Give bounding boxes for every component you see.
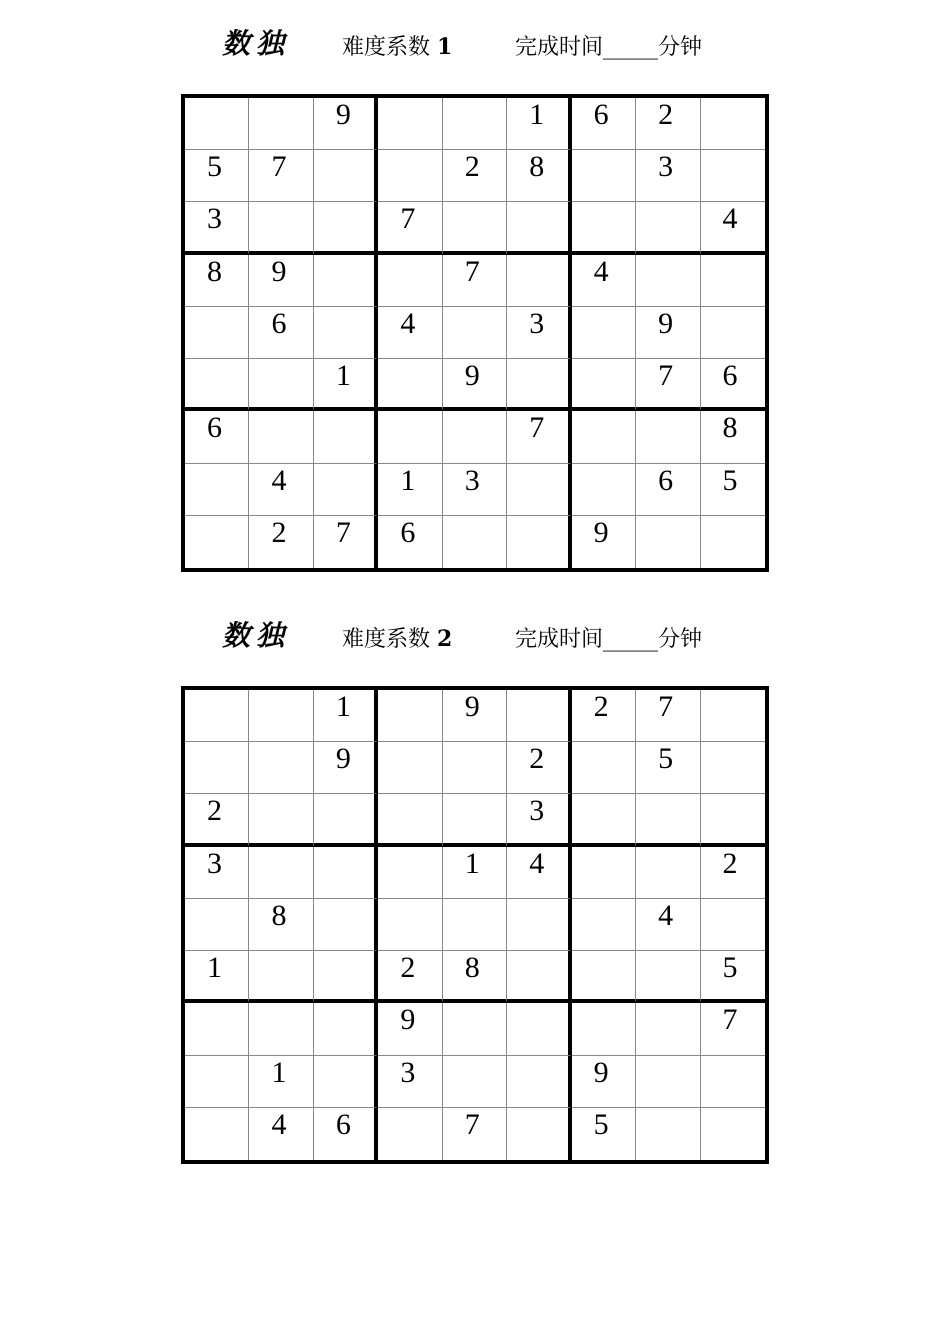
- sudoku-cell[interactable]: 1: [314, 690, 378, 742]
- sudoku-cell[interactable]: [572, 847, 636, 899]
- sudoku-cell[interactable]: [572, 794, 636, 846]
- sudoku-cell[interactable]: [636, 202, 700, 254]
- sudoku-cell[interactable]: 8: [443, 951, 507, 1003]
- sudoku-cell[interactable]: [507, 464, 571, 516]
- sudoku-cell[interactable]: 3: [185, 847, 249, 899]
- sudoku-cell[interactable]: 8: [249, 899, 313, 951]
- sudoku-cell[interactable]: [314, 202, 378, 254]
- sudoku-cell[interactable]: [443, 307, 507, 359]
- sudoku-cell[interactable]: 6: [636, 464, 700, 516]
- sudoku-cell[interactable]: 4: [249, 464, 313, 516]
- sudoku-cell[interactable]: 7: [443, 255, 507, 307]
- sudoku-cell[interactable]: [185, 359, 249, 411]
- sudoku-cell[interactable]: 8: [507, 150, 571, 202]
- sudoku-cell[interactable]: [701, 150, 765, 202]
- sudoku-cell[interactable]: 6: [572, 98, 636, 150]
- sudoku-cell[interactable]: [378, 742, 442, 794]
- sudoku-cell[interactable]: 9: [249, 255, 313, 307]
- sudoku-cell[interactable]: [378, 98, 442, 150]
- sudoku-cell[interactable]: [701, 794, 765, 846]
- sudoku-grid: [181, 686, 769, 1164]
- sudoku-cell[interactable]: [572, 951, 636, 1003]
- sudoku-cell[interactable]: [507, 1056, 571, 1108]
- sudoku-cell[interactable]: [249, 690, 313, 742]
- sudoku-cell[interactable]: 3: [636, 150, 700, 202]
- sudoku-cell[interactable]: [314, 150, 378, 202]
- sudoku-cell[interactable]: 2: [443, 150, 507, 202]
- sudoku-cell[interactable]: [636, 847, 700, 899]
- sudoku-cell[interactable]: 1: [443, 847, 507, 899]
- sudoku-cell[interactable]: [572, 1003, 636, 1055]
- sudoku-cell[interactable]: 2: [636, 98, 700, 150]
- sudoku-cell[interactable]: [314, 1056, 378, 1108]
- sudoku-cell[interactable]: [185, 690, 249, 742]
- sudoku-cell[interactable]: 1: [314, 359, 378, 411]
- difficulty-label: [342, 30, 452, 61]
- sudoku-cell[interactable]: [636, 516, 700, 568]
- sudoku-cell[interactable]: [507, 951, 571, 1003]
- sudoku-cell[interactable]: 4: [572, 255, 636, 307]
- sudoku-cell[interactable]: [701, 255, 765, 307]
- sudoku-cell[interactable]: 5: [701, 951, 765, 1003]
- sudoku-cell[interactable]: [249, 359, 313, 411]
- sudoku-cell[interactable]: 9: [314, 98, 378, 150]
- difficulty-value: 1: [437, 34, 453, 60]
- sudoku-cell[interactable]: [249, 1003, 313, 1055]
- sudoku-cell[interactable]: [185, 899, 249, 951]
- sudoku-cell[interactable]: [636, 951, 700, 1003]
- sudoku-cell[interactable]: [314, 255, 378, 307]
- sudoku-cell[interactable]: 5: [185, 150, 249, 202]
- sudoku-cell[interactable]: [443, 202, 507, 254]
- sudoku-cell[interactable]: [701, 307, 765, 359]
- sudoku-cell[interactable]: [378, 150, 442, 202]
- sudoku-cell[interactable]: [249, 411, 313, 463]
- sudoku-cell[interactable]: 7: [314, 516, 378, 568]
- sudoku-cell[interactable]: 9: [443, 690, 507, 742]
- sudoku-cell[interactable]: 2: [507, 742, 571, 794]
- sudoku-cell[interactable]: [249, 202, 313, 254]
- sudoku-cell[interactable]: 9: [572, 516, 636, 568]
- sudoku-cell[interactable]: [185, 98, 249, 150]
- sudoku-cell[interactable]: [572, 150, 636, 202]
- sudoku-cell[interactable]: 9: [314, 742, 378, 794]
- sudoku-cell[interactable]: [185, 464, 249, 516]
- sudoku-cell[interactable]: 9: [443, 359, 507, 411]
- sudoku-cell[interactable]: [701, 516, 765, 568]
- sudoku-cell[interactable]: 7: [701, 1003, 765, 1055]
- sudoku-cell[interactable]: 7: [636, 690, 700, 742]
- sudoku-cell[interactable]: 1: [185, 951, 249, 1003]
- sudoku-cell[interactable]: [249, 951, 313, 1003]
- sudoku-cell[interactable]: [636, 1056, 700, 1108]
- sudoku-cell[interactable]: [185, 1003, 249, 1055]
- sudoku-cell[interactable]: 7: [636, 359, 700, 411]
- sudoku-cell[interactable]: [378, 359, 442, 411]
- sudoku-cell[interactable]: 2: [378, 951, 442, 1003]
- sudoku-cell[interactable]: 3: [378, 1056, 442, 1108]
- sudoku-cell[interactable]: [507, 516, 571, 568]
- sudoku-cell[interactable]: 8: [701, 411, 765, 463]
- sudoku-cell[interactable]: [314, 847, 378, 899]
- puzzle-title: 数独: [222, 619, 291, 652]
- sudoku-cell[interactable]: [185, 516, 249, 568]
- sudoku-cell[interactable]: [378, 1108, 442, 1160]
- puzzle-title: 数独: [222, 27, 291, 60]
- sudoku-cell[interactable]: [378, 690, 442, 742]
- completion-time-label: 完成时间_____分钟: [515, 35, 703, 60]
- sudoku-cell[interactable]: 9: [572, 1056, 636, 1108]
- difficulty-value: 2: [437, 626, 453, 652]
- sudoku-cell[interactable]: [572, 411, 636, 463]
- sudoku-cell[interactable]: 4: [636, 899, 700, 951]
- sudoku-cell[interactable]: [378, 255, 442, 307]
- sudoku-cell[interactable]: [443, 1003, 507, 1055]
- sudoku-cell[interactable]: 7: [249, 150, 313, 202]
- sudoku-cell[interactable]: 6: [249, 307, 313, 359]
- sudoku-cell[interactable]: 5: [572, 1108, 636, 1160]
- sudoku-cell[interactable]: [701, 1108, 765, 1160]
- sudoku-cell[interactable]: 3: [185, 202, 249, 254]
- sudoku-cell[interactable]: 5: [636, 742, 700, 794]
- sudoku-cell[interactable]: 7: [378, 202, 442, 254]
- sudoku-cell[interactable]: [314, 951, 378, 1003]
- sudoku-cell[interactable]: [701, 899, 765, 951]
- sudoku-cell[interactable]: [249, 742, 313, 794]
- sudoku-cell[interactable]: 2: [185, 794, 249, 846]
- difficulty-text: 难度系数: [342, 35, 431, 60]
- sudoku-cell[interactable]: [443, 794, 507, 846]
- sudoku-cell[interactable]: [443, 516, 507, 568]
- sudoku-cell[interactable]: [378, 847, 442, 899]
- sudoku-cell[interactable]: [314, 1003, 378, 1055]
- sudoku-cell[interactable]: 4: [249, 1108, 313, 1160]
- sudoku-cell[interactable]: 2: [701, 847, 765, 899]
- sudoku-cell[interactable]: [378, 411, 442, 463]
- sudoku-cell[interactable]: 2: [572, 690, 636, 742]
- sudoku-cell[interactable]: [572, 464, 636, 516]
- sudoku-cell[interactable]: [701, 690, 765, 742]
- sudoku-cell[interactable]: [314, 307, 378, 359]
- sudoku-cell[interactable]: [507, 359, 571, 411]
- sudoku-cell[interactable]: [701, 98, 765, 150]
- sudoku-cell[interactable]: [507, 1003, 571, 1055]
- sudoku-cell[interactable]: [249, 847, 313, 899]
- sudoku-cell[interactable]: [378, 794, 442, 846]
- sudoku-cell[interactable]: [185, 307, 249, 359]
- sudoku-cell[interactable]: 9: [636, 307, 700, 359]
- sudoku-cell[interactable]: 3: [443, 464, 507, 516]
- sudoku-cell[interactable]: 6: [314, 1108, 378, 1160]
- sudoku-cell[interactable]: [507, 255, 571, 307]
- sudoku-cell[interactable]: 1: [249, 1056, 313, 1108]
- sudoku-cell[interactable]: 9: [378, 1003, 442, 1055]
- sudoku-cell[interactable]: [572, 307, 636, 359]
- sudoku-cell[interactable]: [314, 464, 378, 516]
- sudoku-cell[interactable]: [507, 202, 571, 254]
- sudoku-cell[interactable]: [249, 794, 313, 846]
- sudoku-cell[interactable]: [636, 1108, 700, 1160]
- difficulty-text: 难度系数: [342, 627, 431, 652]
- sudoku-cell[interactable]: [443, 98, 507, 150]
- sudoku-cell[interactable]: [572, 202, 636, 254]
- sudoku-cell[interactable]: [507, 899, 571, 951]
- sudoku-cell[interactable]: 3: [507, 307, 571, 359]
- sudoku-cell[interactable]: [443, 411, 507, 463]
- sudoku-cell[interactable]: [507, 1108, 571, 1160]
- sudoku-cell[interactable]: 7: [443, 1108, 507, 1160]
- sudoku-cell[interactable]: 8: [185, 255, 249, 307]
- sudoku-cell[interactable]: [443, 1056, 507, 1108]
- sudoku-cell[interactable]: [636, 1003, 700, 1055]
- sudoku-cell[interactable]: 2: [249, 516, 313, 568]
- sudoku-cell[interactable]: [636, 411, 700, 463]
- difficulty-label: [342, 622, 452, 653]
- sudoku-cell[interactable]: 6: [185, 411, 249, 463]
- sudoku-cell[interactable]: [572, 359, 636, 411]
- sudoku-cell[interactable]: [701, 1056, 765, 1108]
- sudoku-cell[interactable]: [443, 899, 507, 951]
- sudoku-cell[interactable]: [185, 1108, 249, 1160]
- sudoku-cell[interactable]: [249, 98, 313, 150]
- sudoku-cell[interactable]: 4: [507, 847, 571, 899]
- sudoku-cell[interactable]: 6: [378, 516, 442, 568]
- sudoku-cell[interactable]: 6: [701, 359, 765, 411]
- sudoku-cell[interactable]: [378, 899, 442, 951]
- sudoku-cell[interactable]: [572, 742, 636, 794]
- completion-time-label: 完成时间_____分钟: [515, 627, 703, 652]
- sudoku-grid: [181, 94, 769, 572]
- sudoku-cell[interactable]: [572, 899, 636, 951]
- sudoku-cell[interactable]: [314, 794, 378, 846]
- sudoku-cell[interactable]: 5: [701, 464, 765, 516]
- sudoku-cell[interactable]: [636, 794, 700, 846]
- sudoku-cell[interactable]: [507, 690, 571, 742]
- sudoku-cell[interactable]: [185, 742, 249, 794]
- sudoku-cell[interactable]: 1: [378, 464, 442, 516]
- sudoku-cell[interactable]: [701, 742, 765, 794]
- sudoku-cell[interactable]: 4: [378, 307, 442, 359]
- sudoku-cell[interactable]: [443, 742, 507, 794]
- sudoku-cell[interactable]: [636, 255, 700, 307]
- sudoku-cell[interactable]: [185, 1056, 249, 1108]
- sudoku-cell[interactable]: 7: [507, 411, 571, 463]
- sudoku-cell[interactable]: [314, 899, 378, 951]
- sudoku-cell[interactable]: 1: [507, 98, 571, 150]
- sudoku-cell[interactable]: [314, 411, 378, 463]
- sudoku-cell[interactable]: 3: [507, 794, 571, 846]
- sudoku-cell[interactable]: 4: [701, 202, 765, 254]
